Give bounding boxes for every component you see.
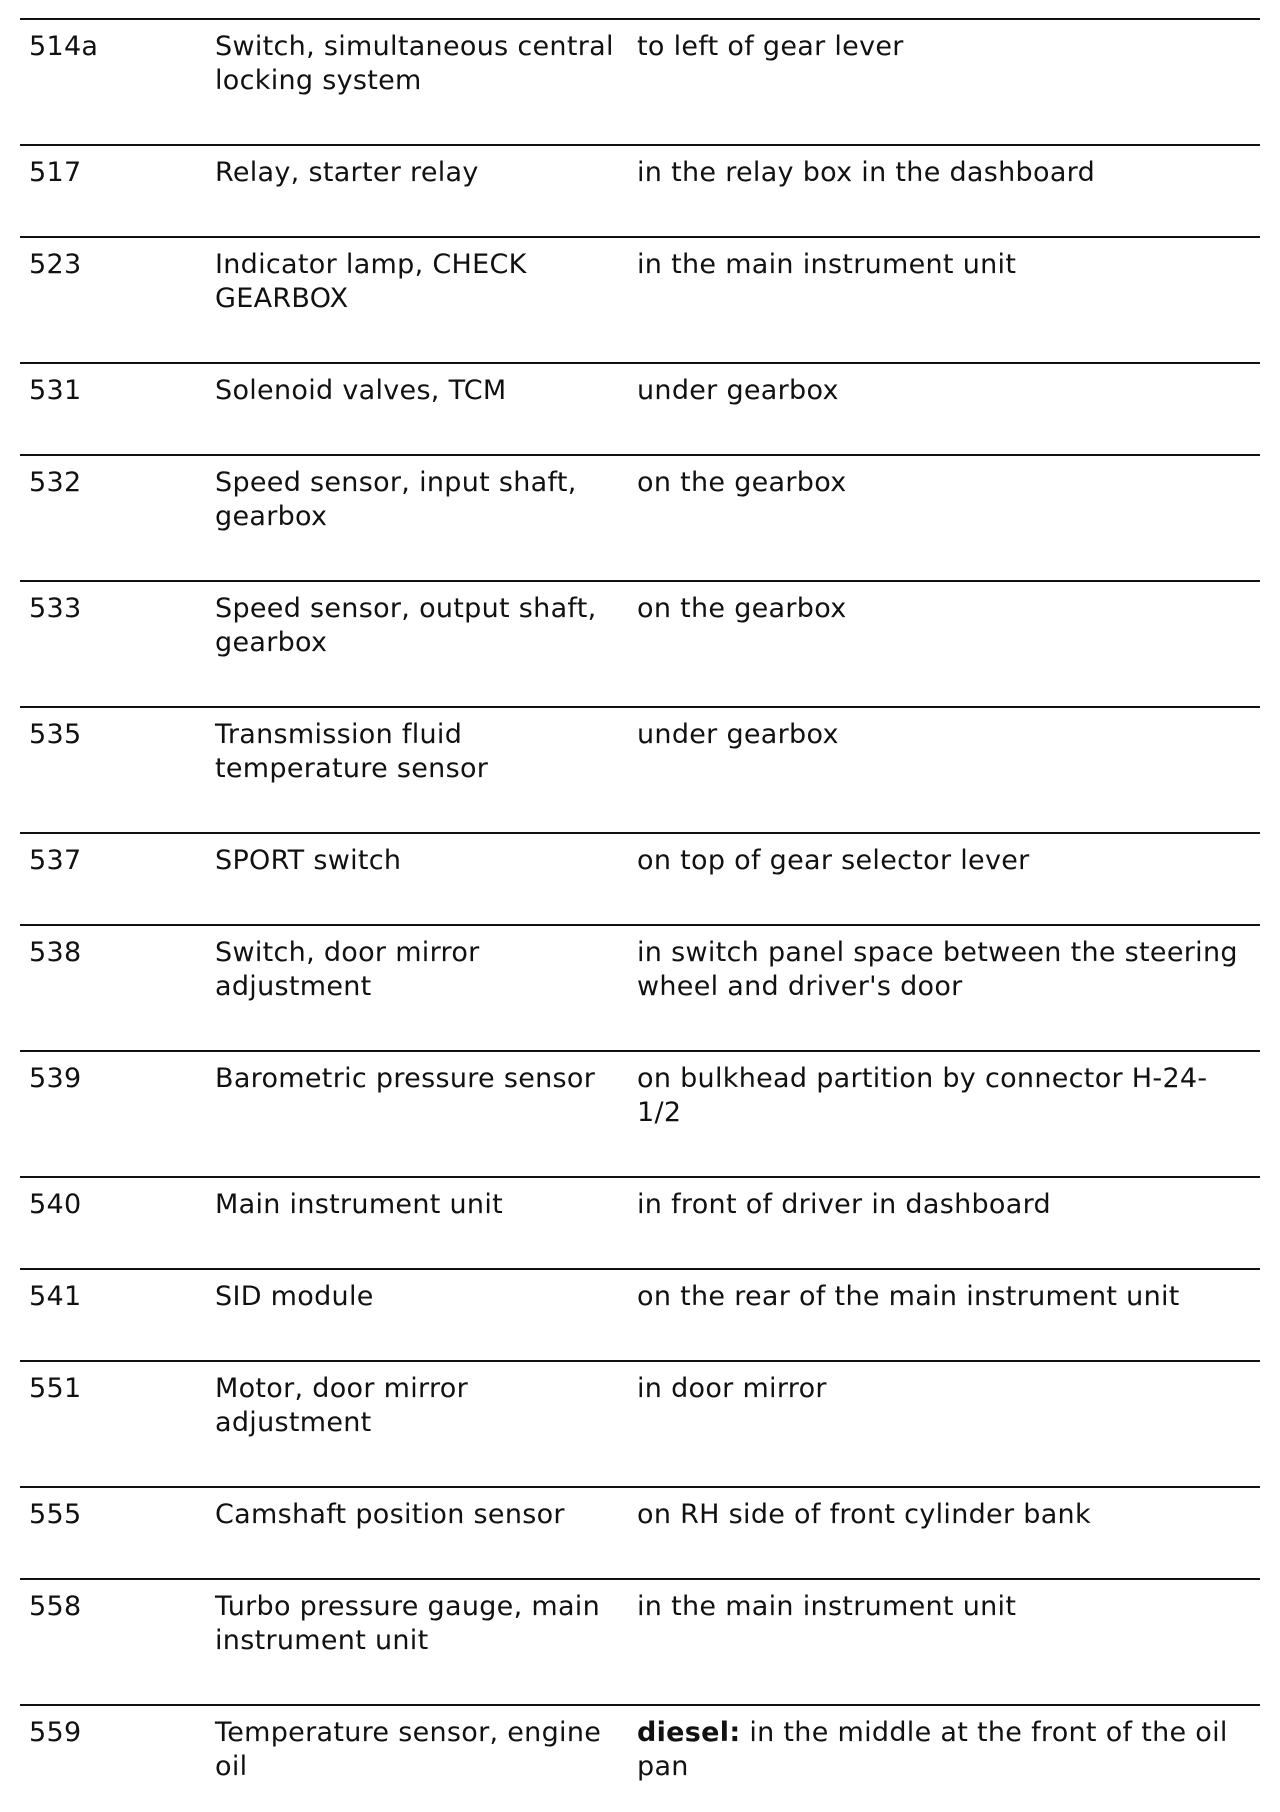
component-id: 532 bbox=[29, 467, 82, 498]
component-id: 523 bbox=[29, 249, 82, 280]
component-name-line: Speed sensor, input shaft, bbox=[215, 467, 577, 498]
component-location-line: on the gearbox bbox=[637, 593, 847, 624]
component-location-line: on the rear of the main instrument unit bbox=[637, 1281, 1180, 1312]
component-location-line: 1/2 bbox=[637, 1097, 682, 1128]
component-location bbox=[637, 1498, 1257, 1532]
table-row bbox=[20, 1268, 1260, 1360]
component-location bbox=[637, 1062, 1257, 1130]
component-name-line: Temperature sensor, engine bbox=[215, 1717, 602, 1748]
component-id: 533 bbox=[29, 593, 82, 624]
component-location-line: under gearbox bbox=[637, 719, 839, 750]
component-name bbox=[215, 592, 635, 660]
component-location bbox=[637, 592, 1257, 626]
table-row bbox=[20, 1176, 1260, 1268]
component-location bbox=[637, 248, 1257, 282]
table-row bbox=[20, 1050, 1260, 1176]
component-location-line: in switch panel space between the steering bbox=[637, 937, 1238, 968]
component-name bbox=[215, 1498, 635, 1532]
component-location bbox=[637, 156, 1257, 190]
component-location bbox=[637, 374, 1257, 408]
component-name-line: adjustment bbox=[215, 971, 372, 1002]
component-location bbox=[637, 1372, 1257, 1406]
component-name bbox=[215, 248, 635, 316]
component-location-line: on the gearbox bbox=[637, 467, 847, 498]
component-name-line: Transmission fluid bbox=[215, 719, 463, 750]
table-row bbox=[20, 236, 1260, 362]
component-id: 540 bbox=[29, 1189, 82, 1220]
component-name-line: SID module bbox=[215, 1281, 374, 1312]
component-location bbox=[637, 30, 1257, 64]
component-name bbox=[215, 374, 635, 408]
table-row bbox=[20, 362, 1260, 454]
table-row bbox=[20, 454, 1260, 580]
component-location bbox=[637, 844, 1257, 878]
component-name bbox=[215, 156, 635, 190]
component-name bbox=[215, 1188, 635, 1222]
component-location-line: in door mirror bbox=[637, 1373, 827, 1404]
component-name-line: adjustment bbox=[215, 1407, 372, 1438]
component-name bbox=[215, 1590, 635, 1658]
component-name-line: locking system bbox=[215, 65, 422, 96]
component-id: 514a bbox=[29, 31, 99, 62]
component-name bbox=[215, 1280, 635, 1314]
component-location-line: on top of gear selector lever bbox=[637, 845, 1030, 876]
component-name-line: Solenoid valves, TCM bbox=[215, 375, 507, 406]
table-row bbox=[20, 1360, 1260, 1486]
table-row bbox=[20, 580, 1260, 706]
component-name-line: Motor, door mirror bbox=[215, 1373, 469, 1404]
component-location-line: under gearbox bbox=[637, 375, 839, 406]
component-location-line: in front of driver in dashboard bbox=[637, 1189, 1051, 1220]
component-id: 538 bbox=[29, 937, 82, 968]
component-name-line: oil bbox=[215, 1751, 248, 1782]
component-id: 537 bbox=[29, 845, 82, 876]
component-id: 559 bbox=[29, 1717, 82, 1748]
table-row bbox=[20, 18, 1260, 144]
component-name-line: Barometric pressure sensor bbox=[215, 1063, 596, 1094]
location-qualifier: diesel: bbox=[637, 1717, 741, 1748]
component-id: 535 bbox=[29, 719, 82, 750]
table-row bbox=[20, 1704, 1260, 1794]
component-name bbox=[215, 1372, 635, 1440]
component-location bbox=[637, 1280, 1257, 1314]
component-location-line: in the main instrument unit bbox=[637, 1591, 1017, 1622]
component-name-line: Camshaft position sensor bbox=[215, 1499, 565, 1530]
component-name-line: instrument unit bbox=[215, 1625, 429, 1656]
component-name-line: temperature sensor bbox=[215, 753, 489, 784]
component-name bbox=[215, 936, 635, 1004]
component-location-line: in the relay box in the dashboard bbox=[637, 157, 1096, 188]
table-row bbox=[20, 706, 1260, 832]
component-name-line: Relay, starter relay bbox=[215, 157, 479, 188]
component-location bbox=[637, 1716, 1257, 1784]
component-id: 531 bbox=[29, 375, 82, 406]
component-id: 558 bbox=[29, 1591, 82, 1622]
table-row bbox=[20, 1578, 1260, 1704]
component-location-line: pan bbox=[637, 1751, 689, 1782]
component-location-line: on RH side of front cylinder bank bbox=[637, 1499, 1091, 1530]
component-name-line: GEARBOX bbox=[215, 283, 349, 314]
component-name bbox=[215, 30, 635, 98]
component-location bbox=[637, 1590, 1257, 1624]
component-name bbox=[215, 466, 635, 534]
component-location-line: in the main instrument unit bbox=[637, 249, 1017, 280]
component-location-table bbox=[20, 18, 1260, 1794]
component-id: 551 bbox=[29, 1373, 82, 1404]
component-id: 517 bbox=[29, 157, 82, 188]
component-id: 555 bbox=[29, 1499, 82, 1530]
component-name bbox=[215, 718, 635, 786]
component-location-line: wheel and driver's door bbox=[637, 971, 963, 1002]
table-row bbox=[20, 924, 1260, 1050]
component-location bbox=[637, 1188, 1257, 1222]
component-name bbox=[215, 1716, 635, 1784]
component-name-line: Speed sensor, output shaft, bbox=[215, 593, 597, 624]
component-name bbox=[215, 844, 635, 878]
component-name bbox=[215, 1062, 635, 1096]
component-location-line: in the middle at the front of the oil bbox=[740, 1717, 1228, 1748]
component-name-line: Turbo pressure gauge, main bbox=[215, 1591, 601, 1622]
component-name-line: SPORT switch bbox=[215, 845, 402, 876]
component-name-line: gearbox bbox=[215, 501, 328, 532]
component-id: 541 bbox=[29, 1281, 82, 1312]
table-row bbox=[20, 144, 1260, 236]
component-name-line: gearbox bbox=[215, 627, 328, 658]
component-name-line: Main instrument unit bbox=[215, 1189, 504, 1220]
component-name-line: Switch, simultaneous central bbox=[215, 31, 614, 62]
component-location bbox=[637, 466, 1257, 500]
component-location bbox=[637, 718, 1257, 752]
component-location-line: on bulkhead partition by connector H-24- bbox=[637, 1063, 1208, 1094]
table-row bbox=[20, 832, 1260, 924]
component-id: 539 bbox=[29, 1063, 82, 1094]
table-row bbox=[20, 1486, 1260, 1578]
component-location-line: to left of gear lever bbox=[637, 31, 904, 62]
component-name-line: Switch, door mirror bbox=[215, 937, 480, 968]
component-location bbox=[637, 936, 1257, 1004]
component-name-line: Indicator lamp, CHECK bbox=[215, 249, 527, 280]
